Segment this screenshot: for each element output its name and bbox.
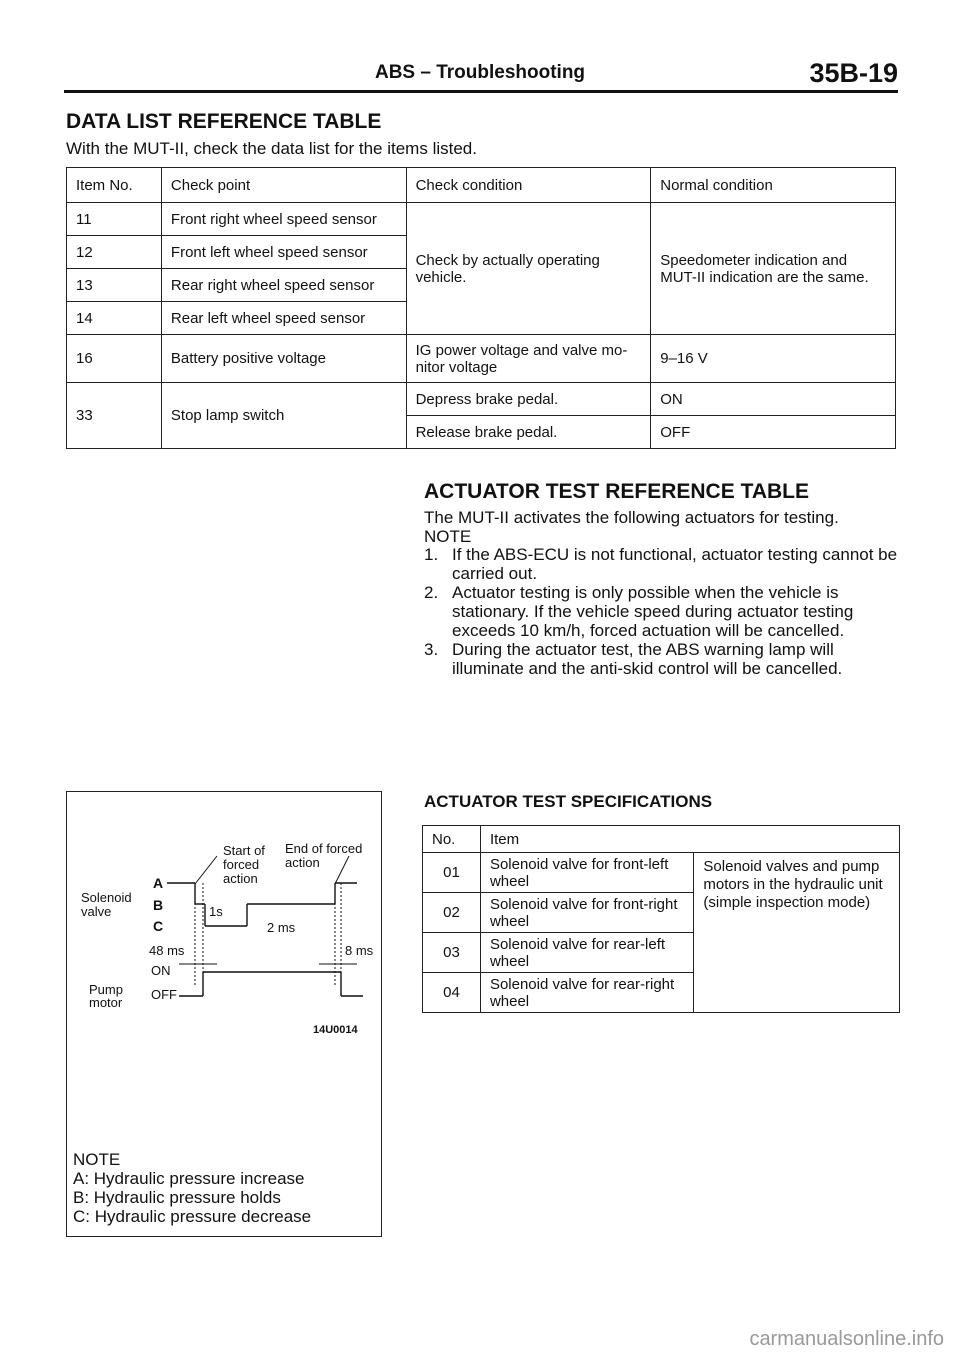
page-number: 35B-19: [809, 58, 898, 88]
note-item: [424, 545, 898, 583]
item-no: 33: [67, 383, 162, 449]
solenoid-label-2: valve: [81, 904, 112, 919]
check-point: Stop lamp switch: [161, 383, 406, 449]
actuator-note-label: NOTE: [424, 527, 472, 546]
table-row: [67, 203, 896, 236]
note-text: Actuator testing is only possible when the vehicle is stationary. If the vehicle speed during actuator testing exceeds 10 km/h, forced actuation will be cancelled.: [452, 583, 854, 640]
label-c: C: [153, 918, 164, 934]
start-label-1: Start of: [223, 843, 265, 858]
figure-code: 14U0014: [313, 1024, 358, 1036]
table-header-row: [67, 168, 896, 203]
watermark: carmanualsonline.info: [749, 1328, 944, 1350]
data-list-intro: With the MUT-II, check the data list for the items listed.: [66, 139, 477, 158]
note-text: If the ABS-ECU is not functional, actuator testing cannot be carried out.: [452, 545, 898, 583]
spec-item: Solenoid valve for rear-right wheel: [480, 973, 693, 1013]
note-item: [424, 640, 898, 678]
diagram-note-b: B: Hydraulic pressure holds: [73, 1188, 281, 1207]
time-8ms: 8 ms: [345, 943, 374, 958]
check-condition: Release brake pedal.: [406, 416, 651, 449]
col-check-point: Check point: [161, 168, 406, 203]
note-text: During the actuator test, the ABS warning lamp will illuminate and the anti-skid control will be cancelled.: [452, 640, 843, 678]
col-no: No.: [423, 826, 481, 853]
check-condition: Depress brake pedal.: [406, 383, 651, 416]
end-leader: [335, 856, 349, 884]
spec-no: 04: [423, 973, 481, 1013]
spec-item: Solenoid valve for front-right wheel: [480, 893, 693, 933]
start-label-3: action: [223, 871, 258, 886]
timing-diagram-box: [66, 791, 382, 1237]
diagram-note-c: C: Hydraulic pressure decrease: [73, 1207, 312, 1226]
table-row: [67, 335, 896, 383]
spec-item: Solenoid valve for rear-left wheel: [480, 933, 693, 973]
item-no: 11: [67, 203, 162, 236]
note-number: 2.: [424, 583, 439, 602]
spec-heading: ACTUATOR TEST SPECIFICATIONS: [424, 792, 713, 811]
label-b: B: [153, 897, 164, 913]
spec-no: 03: [423, 933, 481, 973]
time-2ms: 2 ms: [267, 920, 296, 935]
check-point: Rear left wheel speed sensor: [161, 302, 406, 335]
check-point: Rear right wheel speed sensor: [161, 269, 406, 302]
end-label-1: End of forced: [285, 841, 363, 856]
spec-no: 01: [423, 853, 481, 893]
check-point: Front left wheel speed sensor: [161, 236, 406, 269]
solenoid-label-1: Solenoid: [81, 890, 132, 905]
label-a: A: [153, 875, 164, 891]
normal-condition: 9–16 V: [651, 335, 896, 383]
table-row: [67, 383, 896, 416]
normal-condition: ON: [651, 383, 896, 416]
on-label: ON: [151, 963, 171, 978]
check-point: Front right wheel speed sensor: [161, 203, 406, 236]
normal-condition: Speedometer indication and MUT-II indication are the same.: [651, 203, 896, 335]
col-check-condition: Check condition: [406, 168, 651, 203]
actuator-notes: [424, 545, 898, 678]
off-label: OFF: [151, 987, 177, 1002]
note-number: 3.: [424, 640, 439, 659]
item-no: 12: [67, 236, 162, 269]
actuator-heading: ACTUATOR TEST REFERENCE TABLE: [424, 480, 810, 503]
spec-description: Solenoid valves and pump motors in the hydraulic unit (simple inspection mode): [694, 853, 900, 1013]
diagram-notes: [73, 1150, 311, 1226]
data-list-table: [66, 167, 896, 449]
check-condition: Check by actually operating vehicle.: [406, 203, 651, 335]
col-normal-condition: Normal condition: [651, 168, 896, 203]
table-header-row: [423, 826, 900, 853]
spec-item: Solenoid valve for front-left wheel: [480, 853, 693, 893]
item-no: 14: [67, 302, 162, 335]
normal-condition: OFF: [651, 416, 896, 449]
pump-label-2: motor: [89, 995, 123, 1010]
col-item-no: Item No.: [67, 168, 162, 203]
note-item: [424, 583, 898, 640]
data-list-heading: DATA LIST REFERENCE TABLE: [66, 110, 382, 133]
check-point: Battery positive voltage: [161, 335, 406, 383]
diagram-note-a: A: Hydraulic pressure increase: [73, 1169, 305, 1188]
start-label-2: forced: [223, 857, 260, 872]
pump-label-1: Pump: [89, 982, 123, 997]
actuator-intro: The MUT-II activates the following actuators for testing.: [424, 508, 839, 527]
item-no: 13: [67, 269, 162, 302]
diagram-note-label: NOTE: [73, 1150, 121, 1169]
end-label-2: action: [285, 855, 320, 870]
table-row: [423, 853, 900, 893]
check-condition: IG power voltage and valve mo-nitor voltage: [406, 335, 651, 383]
note-number: 1.: [424, 545, 439, 564]
time-1s: 1s: [209, 904, 223, 919]
spec-no: 02: [423, 893, 481, 933]
header-rule: [64, 90, 898, 93]
start-leader: [195, 856, 217, 884]
timing-diagram: [67, 792, 381, 1092]
spec-table: [422, 825, 900, 1013]
item-no: 16: [67, 335, 162, 383]
col-item: Item: [480, 826, 899, 853]
page-header-title: ABS – Troubleshooting: [374, 62, 586, 83]
time-48ms: 48 ms: [149, 943, 185, 958]
